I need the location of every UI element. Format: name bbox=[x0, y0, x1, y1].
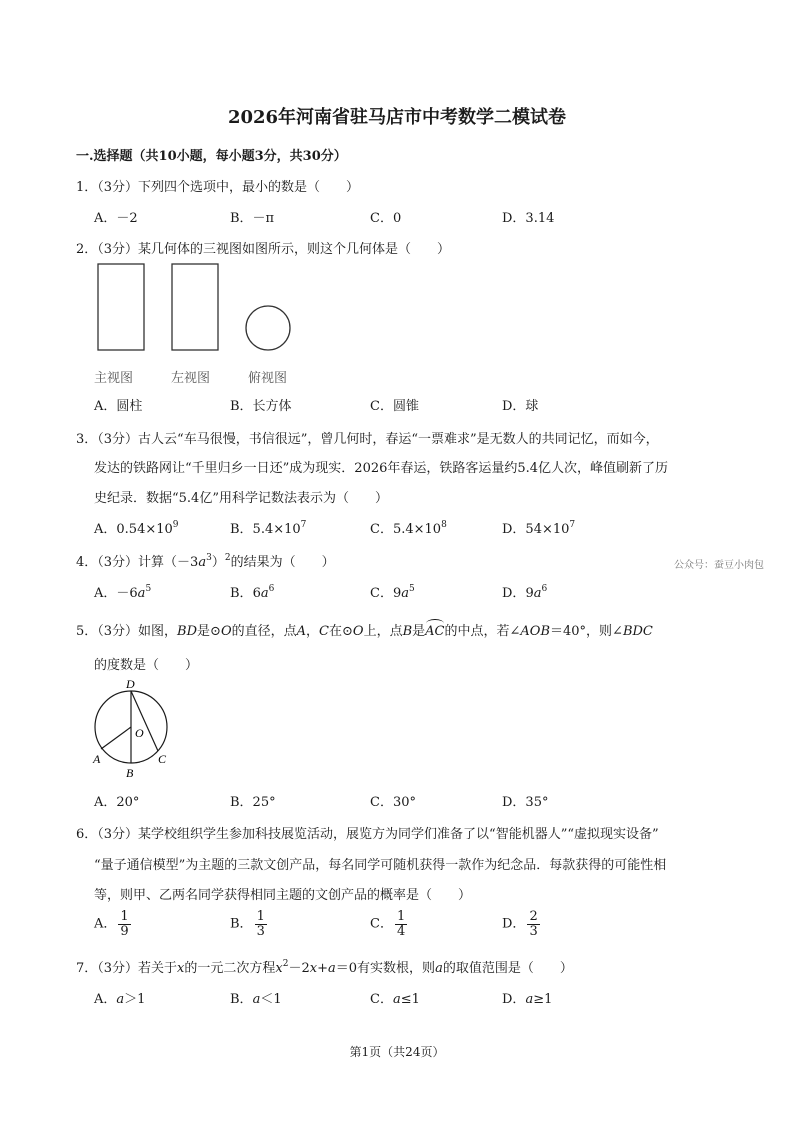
top-view-label: 俯视图 bbox=[248, 370, 288, 385]
question-4-stem: 4．（3分）计算$(-3a^3)^2$的结果为（ ） bbox=[76, 553, 335, 570]
front-view-label: 主视图 bbox=[94, 370, 134, 385]
q3-option-d: D．$54\times 10^7$ bbox=[502, 520, 576, 537]
question-7-stem: 7．（3分）若关于x的一元二次方程$x^2-2x+a=0$有实数根，则a的取值范围是（ ） bbox=[76, 959, 573, 976]
q1-option-a: A．－2 bbox=[94, 211, 138, 226]
q4-option-b: B．$6a^6$ bbox=[230, 584, 275, 601]
page-title: 2026年河南省驻马店市中考数学二模试卷 bbox=[227, 107, 567, 128]
q1-option-c: C．0 bbox=[370, 211, 402, 226]
q7-option-c: C．a≤1 bbox=[370, 992, 420, 1007]
question-6-line-2: “量子通信模型”为主题的三款文创产品，每名同学可随机获得一款作为纪念品．每款获得的可能性相 bbox=[94, 858, 667, 873]
q2-option-c: C．圆锥 bbox=[370, 399, 419, 414]
q5-option-b: B．25° bbox=[230, 795, 276, 810]
top-view-circle bbox=[246, 306, 290, 350]
q7-option-d: D．a≥1 bbox=[502, 992, 553, 1007]
q5-option-c: C．30° bbox=[370, 795, 416, 810]
label-d: D bbox=[126, 677, 135, 691]
section-heading: 一.选择题（共10小题，每小题3分，共30分） bbox=[76, 149, 347, 164]
question-3-line-3: 史纪录．数据“5.4亿”用科学记数法表示为（ ） bbox=[94, 491, 388, 506]
circle-geometry-figure bbox=[86, 676, 186, 784]
question-1-stem: 1．（3分）下列四个选项中，最小的数是（ ） bbox=[76, 180, 360, 195]
q4-option-c: C．$9a^5$ bbox=[370, 584, 415, 601]
q6-option-b: B． $\frac{1}{3}$ bbox=[230, 909, 265, 939]
q5-option-d: D．35° bbox=[502, 795, 549, 810]
segment-oa bbox=[101, 727, 131, 749]
label-c: C bbox=[158, 752, 167, 766]
q5-option-a: A．20° bbox=[94, 795, 140, 810]
q2-option-b: B．长方体 bbox=[230, 399, 292, 414]
three-view-figure bbox=[90, 258, 310, 358]
question-6-line-1: 6．（3分）某学校组织学生参加科技展览活动，展览方为同学们准备了以“智能机器人”“虚拟现实设备” bbox=[76, 827, 659, 842]
label-o: O bbox=[135, 726, 144, 740]
q6-option-a: A． $\frac{1}{9}$ bbox=[94, 909, 129, 939]
q6-option-d: D． $\frac{2}{3}$ bbox=[502, 909, 538, 939]
q2-option-a: A．圆柱 bbox=[94, 399, 143, 414]
question-3-line-2: 发达的铁路网让“千里归乡一日还”成为现实．2026年春运，铁路客运量约5.4亿人次，峰值刷新了历 bbox=[94, 461, 669, 476]
q2-option-d: D．球 bbox=[502, 399, 539, 414]
q3-option-c: C．$5.4\times 10^8$ bbox=[370, 520, 447, 537]
front-view-rect bbox=[98, 264, 144, 350]
question-6-line-3: 等，则甲、乙两名同学获得相同主题的文创产品的概率是（ ） bbox=[94, 888, 472, 903]
q3-option-a: A．$0.54\times 10^9$ bbox=[94, 520, 179, 537]
q7-option-b: B．a＜1 bbox=[230, 992, 282, 1007]
q4-option-a: A．$-6a^5$ bbox=[94, 584, 152, 601]
q3-option-b: B．$5.4\times 10^7$ bbox=[230, 520, 307, 537]
question-5-line-2: 的度数是（ ） bbox=[94, 658, 199, 673]
q4-option-d: D．$9a^6$ bbox=[502, 584, 548, 601]
side-view-label: 左视图 bbox=[171, 370, 211, 385]
watermark: 公众号：蚕豆小肉包 bbox=[674, 560, 764, 571]
question-3-line-1: 3．（3分）古人云“车马很慢，书信很远”，曾几何时，春运“一票难求”是无数人的共同记忆，而如今， bbox=[76, 432, 659, 447]
page-footer: 第1页（共24页） bbox=[349, 1045, 445, 1059]
arc-ac: AC bbox=[425, 624, 445, 639]
q1-option-d: D．3.14 bbox=[502, 211, 555, 226]
q1-option-b: B．－π bbox=[230, 211, 275, 226]
question-5-line-1: 5．（3分）如图，BD是⊙O的直径，点A，C在⊙O上，点B是AC的中点，若∠AOB＝40°，则∠BDC bbox=[76, 624, 653, 639]
side-view-rect bbox=[172, 264, 218, 350]
q6-option-c: C． $\frac{1}{4}$ bbox=[370, 909, 406, 939]
q7-option-a: A．a＞1 bbox=[94, 992, 146, 1007]
label-b: B bbox=[126, 766, 134, 780]
question-2-stem: 2．（3分）某几何体的三视图如图所示，则这个几何体是（ ） bbox=[76, 242, 451, 257]
label-a: A bbox=[93, 752, 101, 766]
